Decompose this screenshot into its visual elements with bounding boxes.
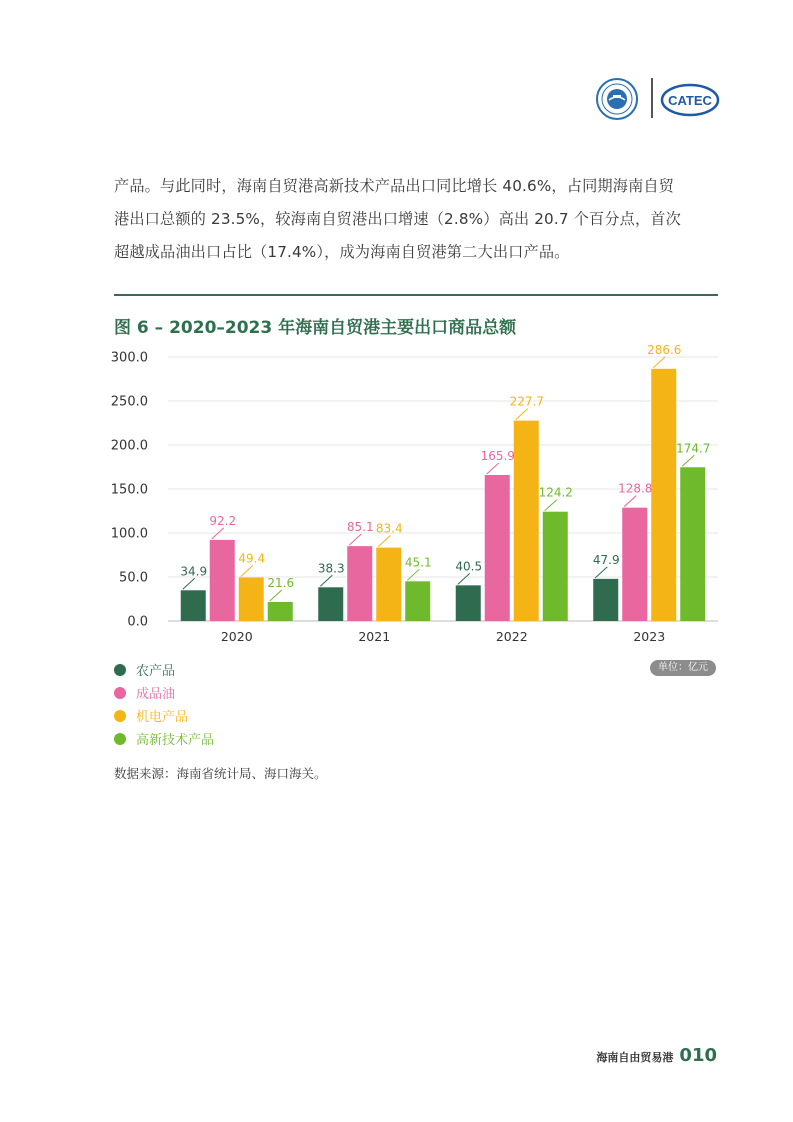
bar — [485, 475, 510, 621]
bar — [239, 578, 264, 621]
body-paragraph — [114, 170, 724, 269]
legend-swatch — [114, 664, 126, 676]
x-tick-label: 2022 — [495, 629, 528, 644]
data-label: 38.3 — [317, 561, 345, 576]
data-label: 85.1 — [346, 520, 374, 535]
bar — [347, 546, 372, 621]
legend-label: 农产品 — [136, 664, 176, 679]
data-label: 128.8 — [618, 481, 653, 496]
bar-chart — [0, 340, 793, 656]
label-leader-line — [516, 409, 528, 420]
data-label: 286.6 — [647, 342, 682, 357]
paragraph-line: 产品。与此同时，海南自贸港高新技术产品出口同比增长 40.6%，占同期海南自贸 — [114, 177, 675, 195]
bar — [181, 590, 206, 621]
label-leader-line — [241, 566, 253, 577]
bar — [268, 602, 293, 621]
label-leader-line — [183, 578, 195, 589]
bar — [514, 421, 539, 621]
label-leader-line — [595, 567, 607, 578]
catec-logo — [660, 82, 720, 118]
legend-swatch — [114, 687, 126, 699]
bar — [376, 548, 401, 621]
y-tick-label: 150.0 — [110, 482, 148, 498]
label-leader-line — [458, 573, 470, 584]
x-tick-label: 2020 — [220, 629, 253, 644]
footer-title: 海南自由贸易港 — [596, 1051, 674, 1064]
data-label: 21.6 — [267, 575, 295, 590]
header-logos — [596, 74, 722, 122]
chart-title: 图 6 – 2020–2023 年海南自贸港主要出口商品总额 — [114, 318, 517, 338]
y-tick-label: 300.0 — [110, 350, 148, 366]
institution-seal-logo — [596, 78, 638, 120]
x-tick-label: 2023 — [633, 629, 666, 644]
y-tick-label: 250.0 — [110, 394, 148, 410]
label-leader-line — [407, 569, 419, 580]
label-leader-line — [682, 455, 694, 466]
legend-label: 高新技术产品 — [136, 733, 215, 748]
bar — [593, 579, 618, 621]
label-leader-line — [349, 534, 361, 545]
bar — [543, 512, 568, 621]
bar — [405, 581, 430, 621]
data-label: 227.7 — [509, 394, 544, 409]
y-tick-label: 200.0 — [110, 438, 148, 454]
legend-item — [114, 681, 214, 704]
y-tick-label: 0.0 — [127, 614, 148, 630]
logo-divider — [651, 78, 653, 118]
data-label: 34.9 — [180, 564, 208, 579]
page-footer — [596, 1045, 717, 1066]
data-label: 45.1 — [404, 555, 432, 570]
bar — [210, 540, 235, 621]
catec-logo-text: CATEC — [668, 93, 712, 108]
unit-badge: 单位：亿元 — [650, 660, 716, 676]
y-tick-label: 100.0 — [110, 526, 148, 542]
label-leader-line — [545, 500, 557, 511]
legend-swatch — [114, 733, 126, 745]
data-label: 92.2 — [209, 513, 237, 528]
paragraph-line: 港出口总额的 23.5%，较海南自贸港出口增速（2.8%）高出 20.7 个百分点，首次 — [114, 210, 681, 228]
legend-item — [114, 658, 214, 681]
data-label: 47.9 — [592, 552, 620, 567]
data-label: 49.4 — [238, 551, 266, 566]
data-label: 174.7 — [676, 441, 711, 456]
data-label: 124.2 — [538, 485, 573, 500]
label-leader-line — [270, 590, 282, 601]
page-number: 010 — [679, 1045, 717, 1066]
bar — [456, 585, 481, 621]
legend-swatch — [114, 710, 126, 722]
y-tick-label: 50.0 — [119, 570, 148, 586]
y-axis-ticks — [111, 351, 148, 630]
data-label: 40.5 — [455, 559, 483, 574]
data-label: 83.4 — [375, 521, 403, 536]
label-leader-line — [624, 496, 636, 507]
label-leader-line — [653, 357, 665, 368]
section-divider — [114, 294, 718, 296]
x-tick-label: 2021 — [358, 629, 391, 644]
legend-item — [114, 704, 214, 727]
paragraph-line: 超越成品油出口占比（17.4%），成为海南自贸港第二大出口产品。 — [114, 243, 570, 261]
legend-item — [114, 727, 214, 750]
label-leader-line — [378, 536, 390, 547]
bar — [680, 467, 705, 621]
label-leader-line — [487, 463, 499, 474]
bar — [651, 369, 676, 621]
chart-legend — [114, 658, 214, 750]
x-axis-ticks — [221, 629, 665, 644]
data-source-note: 数据来源：海南省统计局、海口海关。 — [114, 766, 327, 781]
bar — [622, 508, 647, 621]
legend-label: 成品油 — [136, 687, 176, 702]
legend-label: 机电产品 — [136, 710, 189, 725]
data-label: 165.9 — [480, 449, 515, 464]
bar — [318, 587, 343, 621]
